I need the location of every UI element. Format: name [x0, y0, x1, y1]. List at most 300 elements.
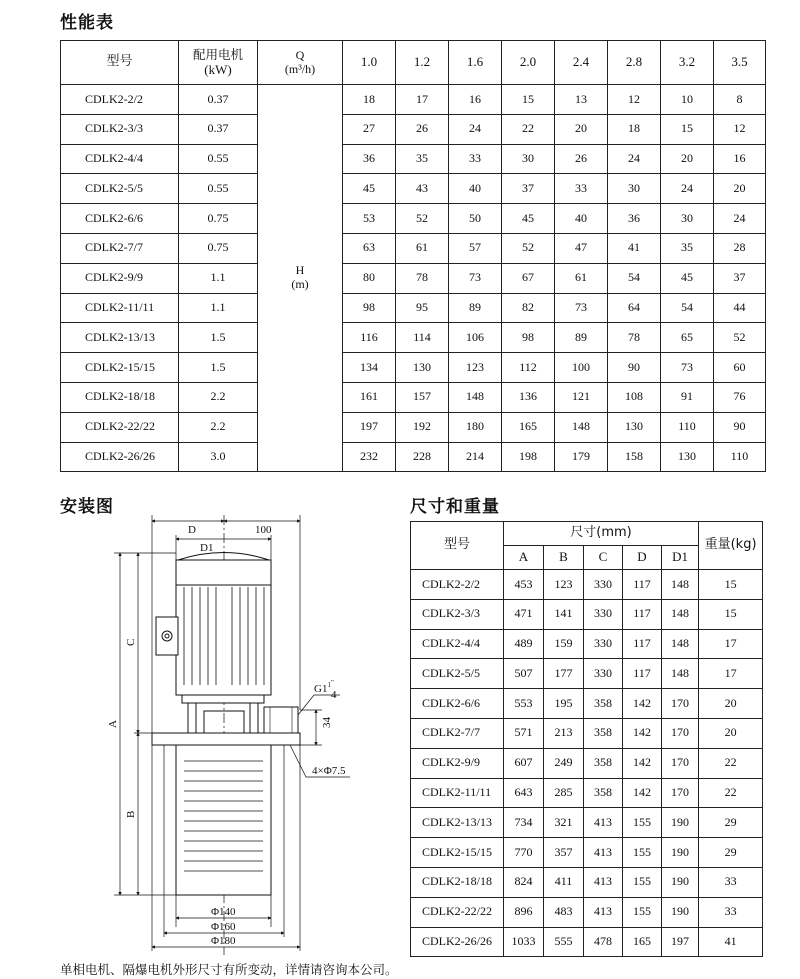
table-row	[411, 778, 763, 808]
perf-head-cell: 24	[661, 174, 714, 204]
perf-head-cell: 53	[343, 204, 396, 234]
perf-head-cell: 157	[396, 382, 449, 412]
performance-title: 性能表	[60, 13, 114, 33]
dims-value-cell: 190	[662, 808, 699, 838]
dims-model-cell: CDLK2-2/2	[411, 570, 504, 600]
terminal-box	[156, 617, 178, 655]
dims-value-cell: 117	[623, 599, 662, 629]
dims-model-cell: CDLK2-3/3	[411, 599, 504, 629]
dims-model-cell: CDLK2-6/6	[411, 689, 504, 719]
perf-head-cell: 73	[555, 293, 608, 323]
perf-head-cell: 95	[396, 293, 449, 323]
label-d1: D1	[200, 542, 214, 554]
perf-kw-cell: 2.2	[179, 412, 258, 442]
dims-weight-cell: 15	[699, 570, 763, 600]
outlet-port	[264, 707, 298, 733]
dims-value-cell: 483	[544, 897, 584, 927]
perf-head-cell: 24	[449, 114, 502, 144]
dims-value-cell: 117	[623, 570, 662, 600]
perf-head-cell: 40	[449, 174, 502, 204]
dims-model-cell: CDLK2-11/11	[411, 778, 504, 808]
perf-head-cell: 100	[555, 353, 608, 383]
table-row	[411, 927, 763, 957]
perf-head-cell: 26	[396, 114, 449, 144]
perf-head-cell: 106	[449, 323, 502, 353]
perf-head-cell: 57	[449, 233, 502, 263]
dims-value-cell: 358	[584, 748, 623, 778]
perf-head-cell: 24	[714, 204, 766, 234]
dims-value-cell: 155	[623, 897, 662, 927]
dims-value-cell: 249	[544, 748, 584, 778]
dims-weight-cell: 29	[699, 838, 763, 868]
dims-value-cell: 413	[584, 867, 623, 897]
dims-model-cell: CDLK2-15/15	[411, 838, 504, 868]
perf-head-cell: 61	[396, 233, 449, 263]
dims-value-cell: 148	[662, 629, 699, 659]
perf-head-cell: 28	[714, 233, 766, 263]
dims-header-col: D1	[662, 546, 699, 570]
perf-head-cell: 13	[555, 85, 608, 115]
dims-value-cell: 607	[504, 748, 544, 778]
footnote: 单相电机、隔爆电机外形尺寸有所变动，详情请咨询本公司。	[60, 962, 398, 977]
perf-h-label-line1: H	[295, 263, 305, 278]
perf-head-cell: 98	[343, 293, 396, 323]
pump-body	[176, 745, 271, 895]
dims-value-cell: 213	[544, 718, 584, 748]
table-row	[411, 599, 763, 629]
perf-head-cell: 54	[608, 263, 661, 293]
label-g-den: 4	[331, 689, 337, 701]
perf-head-cell: 63	[343, 233, 396, 263]
dims-value-cell: 155	[623, 808, 662, 838]
perf-head-cell: 45	[502, 204, 555, 234]
table-row	[411, 808, 763, 838]
dims-value-cell: 824	[504, 867, 544, 897]
dims-value-cell: 190	[662, 838, 699, 868]
label-d: D	[188, 524, 196, 536]
perf-header-q-line1: Q	[295, 47, 305, 62]
dims-weight-cell: 15	[699, 599, 763, 629]
perf-head-cell: 30	[608, 174, 661, 204]
perf-head-cell: 41	[608, 233, 661, 263]
perf-kw-cell: 0.37	[179, 114, 258, 144]
motor-flange	[182, 695, 264, 703]
perf-head-cell: 78	[608, 323, 661, 353]
label-c: C	[125, 638, 137, 646]
perf-head-cell: 26	[555, 144, 608, 174]
table-row	[411, 838, 763, 868]
dims-value-cell: 321	[544, 808, 584, 838]
performance-header-row	[61, 41, 766, 85]
table-row	[411, 897, 763, 927]
perf-header-flow: 2.4	[555, 41, 608, 85]
perf-head-cell: 52	[396, 204, 449, 234]
perf-head-cell: 80	[343, 263, 396, 293]
table-row	[61, 293, 766, 323]
perf-head-cell: 116	[343, 323, 396, 353]
perf-head-cell: 90	[608, 353, 661, 383]
perf-head-cell: 197	[343, 412, 396, 442]
label-phi180: Φ180	[211, 935, 236, 947]
table-row	[411, 659, 763, 689]
perf-head-cell: 91	[661, 382, 714, 412]
dims-weight-cell: 29	[699, 808, 763, 838]
dims-value-cell: 170	[662, 718, 699, 748]
dims-value-cell: 165	[623, 927, 662, 957]
dims-value-cell: 330	[584, 570, 623, 600]
label-34: 34	[321, 717, 333, 728]
perf-head-cell: 17	[396, 85, 449, 115]
perf-head-cell: 179	[555, 442, 608, 472]
dims-value-cell: 148	[662, 570, 699, 600]
perf-head-cell: 36	[343, 144, 396, 174]
perf-model-cell: CDLK2-11/11	[61, 293, 179, 323]
perf-head-cell: 165	[502, 412, 555, 442]
performance-table	[60, 40, 766, 472]
perf-head-cell: 18	[343, 85, 396, 115]
dims-value-cell: 507	[504, 659, 544, 689]
perf-head-cell: 134	[343, 353, 396, 383]
perf-header-flow: 1.2	[396, 41, 449, 85]
table-row	[61, 263, 766, 293]
dims-value-cell: 453	[504, 570, 544, 600]
dims-model-cell: CDLK2-4/4	[411, 629, 504, 659]
dims-value-cell: 330	[584, 659, 623, 689]
perf-model-cell: CDLK2-26/26	[61, 442, 179, 472]
perf-head-cell: 52	[714, 323, 766, 353]
label-g-main: G1	[314, 683, 328, 695]
dims-value-cell: 358	[584, 689, 623, 719]
dims-weight-cell: 22	[699, 778, 763, 808]
perf-head-cell: 20	[661, 144, 714, 174]
label-a: A	[107, 720, 119, 728]
dims-value-cell: 489	[504, 629, 544, 659]
perf-head-cell: 15	[661, 114, 714, 144]
dims-header-col: D	[623, 546, 662, 570]
label-holes: 4×Φ7.5	[312, 765, 346, 777]
perf-head-cell: 45	[661, 263, 714, 293]
perf-kw-cell: 0.75	[179, 204, 258, 234]
dimensions-table	[410, 521, 763, 957]
perf-head-cell: 228	[396, 442, 449, 472]
perf-header-flow: 3.2	[661, 41, 714, 85]
label-phi140: Φ140	[211, 906, 236, 918]
perf-head-cell: 76	[714, 382, 766, 412]
table-row	[411, 570, 763, 600]
dims-value-cell: 555	[544, 927, 584, 957]
dims-value-cell: 148	[662, 599, 699, 629]
perf-head-cell: 35	[396, 144, 449, 174]
perf-header-flow: 3.5	[714, 41, 766, 85]
perf-head-cell: 148	[449, 382, 502, 412]
dims-value-cell: 643	[504, 778, 544, 808]
perf-head-cell: 73	[449, 263, 502, 293]
table-row	[61, 233, 766, 263]
dims-value-cell: 142	[623, 748, 662, 778]
dims-model-cell: CDLK2-9/9	[411, 748, 504, 778]
dims-value-cell: 413	[584, 897, 623, 927]
perf-kw-cell: 0.37	[179, 85, 258, 115]
perf-head-cell: 89	[555, 323, 608, 353]
table-row	[411, 689, 763, 719]
perf-head-cell: 108	[608, 382, 661, 412]
perf-head-cell: 45	[343, 174, 396, 204]
label-b: B	[125, 810, 137, 818]
perf-head-cell: 37	[714, 263, 766, 293]
table-row	[411, 629, 763, 659]
perf-header-q	[258, 41, 343, 85]
dims-model-cell: CDLK2-5/5	[411, 659, 504, 689]
perf-head-cell: 158	[608, 442, 661, 472]
perf-head-cell: 121	[555, 382, 608, 412]
dims-value-cell: 142	[623, 689, 662, 719]
perf-head-cell: 35	[661, 233, 714, 263]
perf-head-cell: 130	[661, 442, 714, 472]
perf-head-cell: 148	[555, 412, 608, 442]
dims-value-cell: 896	[504, 897, 544, 927]
perf-head-cell: 130	[396, 353, 449, 383]
perf-head-cell: 33	[449, 144, 502, 174]
perf-head-cell: 130	[608, 412, 661, 442]
dims-value-cell: 159	[544, 629, 584, 659]
perf-head-cell: 43	[396, 174, 449, 204]
table-row	[61, 85, 766, 115]
dims-model-cell: CDLK2-7/7	[411, 718, 504, 748]
perf-model-cell: CDLK2-3/3	[61, 114, 179, 144]
dims-value-cell: 285	[544, 778, 584, 808]
table-row	[61, 353, 766, 383]
dims-value-cell: 413	[584, 838, 623, 868]
installation-title: 安装图	[60, 497, 114, 517]
dims-weight-cell: 33	[699, 867, 763, 897]
table-row	[61, 412, 766, 442]
dims-weight-cell: 33	[699, 897, 763, 927]
perf-kw-cell: 3.0	[179, 442, 258, 472]
perf-head-cell: 54	[661, 293, 714, 323]
perf-head-cell: 114	[396, 323, 449, 353]
dims-value-cell: 471	[504, 599, 544, 629]
perf-head-cell: 67	[502, 263, 555, 293]
dims-value-cell: 413	[584, 808, 623, 838]
dims-header-col: C	[584, 546, 623, 570]
perf-head-cell: 40	[555, 204, 608, 234]
perf-header-flow: 1.6	[449, 41, 502, 85]
perf-head-cell: 136	[502, 382, 555, 412]
dims-value-cell: 177	[544, 659, 584, 689]
dims-value-cell: 1033	[504, 927, 544, 957]
perf-head-cell: 110	[661, 412, 714, 442]
perf-model-cell: CDLK2-7/7	[61, 233, 179, 263]
perf-header-q-line2: (m³/h)	[284, 61, 316, 76]
dims-weight-cell: 20	[699, 689, 763, 719]
mounting-plate	[152, 733, 300, 745]
dims-weight-cell: 17	[699, 629, 763, 659]
perf-head-cell: 82	[502, 293, 555, 323]
perf-kw-cell: 1.1	[179, 293, 258, 323]
dims-value-cell: 117	[623, 629, 662, 659]
perf-head-cell: 16	[714, 144, 766, 174]
perf-kw-cell: 2.2	[179, 382, 258, 412]
perf-model-cell: CDLK2-22/22	[61, 412, 179, 442]
perf-model-cell: CDLK2-9/9	[61, 263, 179, 293]
perf-head-cell: 15	[502, 85, 555, 115]
perf-head-cell: 50	[449, 204, 502, 234]
dims-value-cell: 330	[584, 599, 623, 629]
table-row	[411, 867, 763, 897]
dims-value-cell: 170	[662, 689, 699, 719]
dims-value-cell: 478	[584, 927, 623, 957]
perf-head-cell: 65	[661, 323, 714, 353]
dims-model-cell: CDLK2-22/22	[411, 897, 504, 927]
perf-head-cell: 123	[449, 353, 502, 383]
label-g-num: 1	[327, 681, 331, 689]
perf-head-cell: 36	[608, 204, 661, 234]
dims-value-cell: 571	[504, 718, 544, 748]
perf-head-cell: 110	[714, 442, 766, 472]
perf-head-cell: 214	[449, 442, 502, 472]
perf-h-label	[258, 85, 343, 472]
perf-head-cell: 12	[608, 85, 661, 115]
dims-weight-cell: 41	[699, 927, 763, 957]
dims-value-cell: 142	[623, 718, 662, 748]
dims-weight-cell: 22	[699, 748, 763, 778]
dims-model-cell: CDLK2-18/18	[411, 867, 504, 897]
perf-head-cell: 24	[608, 144, 661, 174]
perf-head-cell: 73	[661, 353, 714, 383]
dims-value-cell: 155	[623, 867, 662, 897]
dims-value-cell: 117	[623, 659, 662, 689]
installation-drawing	[100, 515, 360, 960]
perf-h-label-line2: (m)	[291, 277, 309, 292]
dims-weight-cell: 20	[699, 718, 763, 748]
perf-model-cell: CDLK2-13/13	[61, 323, 179, 353]
perf-header-motor	[179, 41, 258, 85]
dims-value-cell: 411	[544, 867, 584, 897]
dimensions-title: 尺寸和重量	[410, 497, 500, 517]
label-100: 100	[255, 524, 272, 536]
dims-value-cell: 155	[623, 838, 662, 868]
label-g-mark: "	[330, 679, 334, 687]
table-row	[61, 114, 766, 144]
perf-head-cell: 52	[502, 233, 555, 263]
perf-head-cell: 30	[502, 144, 555, 174]
dims-value-cell: 170	[662, 778, 699, 808]
table-row	[61, 204, 766, 234]
perf-header-motor-line2: (kW)	[204, 61, 232, 77]
perf-model-cell: CDLK2-15/15	[61, 353, 179, 383]
perf-kw-cell: 1.5	[179, 323, 258, 353]
motor-cap	[178, 553, 269, 561]
perf-head-cell: 232	[343, 442, 396, 472]
dims-model-cell: CDLK2-13/13	[411, 808, 504, 838]
table-row	[61, 174, 766, 204]
perf-head-cell: 30	[661, 204, 714, 234]
perf-head-cell: 60	[714, 353, 766, 383]
table-row	[61, 382, 766, 412]
perf-model-cell: CDLK2-5/5	[61, 174, 179, 204]
motor-body	[176, 560, 271, 695]
perf-model-cell: CDLK2-2/2	[61, 85, 179, 115]
dims-header-col: A	[504, 546, 544, 570]
perf-head-cell: 89	[449, 293, 502, 323]
dims-value-cell: 358	[584, 778, 623, 808]
perf-head-cell: 8	[714, 85, 766, 115]
perf-head-cell: 22	[502, 114, 555, 144]
perf-head-cell: 37	[502, 174, 555, 204]
perf-head-cell: 20	[555, 114, 608, 144]
perf-head-cell: 112	[502, 353, 555, 383]
table-row	[61, 144, 766, 174]
perf-head-cell: 27	[343, 114, 396, 144]
dims-value-cell: 123	[544, 570, 584, 600]
perf-head-cell: 47	[555, 233, 608, 263]
perf-kw-cell: 0.55	[179, 174, 258, 204]
perf-head-cell: 61	[555, 263, 608, 293]
label-phi160: Φ160	[211, 921, 236, 933]
dims-value-cell: 357	[544, 838, 584, 868]
dims-value-cell: 330	[584, 629, 623, 659]
dims-value-cell: 358	[584, 718, 623, 748]
perf-head-cell: 198	[502, 442, 555, 472]
perf-kw-cell: 1.1	[179, 263, 258, 293]
perf-model-cell: CDLK2-4/4	[61, 144, 179, 174]
perf-header-flow: 2.8	[608, 41, 661, 85]
perf-head-cell: 20	[714, 174, 766, 204]
dims-value-cell: 734	[504, 808, 544, 838]
dims-value-cell: 770	[504, 838, 544, 868]
dims-header-size: 尺寸(mm)	[504, 522, 699, 546]
perf-head-cell: 180	[449, 412, 502, 442]
perf-kw-cell: 0.75	[179, 233, 258, 263]
perf-head-cell: 192	[396, 412, 449, 442]
perf-model-cell: CDLK2-6/6	[61, 204, 179, 234]
perf-head-cell: 78	[396, 263, 449, 293]
perf-head-cell: 98	[502, 323, 555, 353]
dims-weight-cell: 17	[699, 659, 763, 689]
dims-value-cell: 141	[544, 599, 584, 629]
perf-head-cell: 12	[714, 114, 766, 144]
dims-header-row-1	[411, 522, 763, 546]
perf-header-flow: 2.0	[502, 41, 555, 85]
perf-model-cell: CDLK2-18/18	[61, 382, 179, 412]
dims-header-col: B	[544, 546, 584, 570]
perf-head-cell: 44	[714, 293, 766, 323]
perf-header-model: 型号	[61, 41, 179, 85]
dims-model-cell: CDLK2-26/26	[411, 927, 504, 957]
dims-value-cell: 170	[662, 748, 699, 778]
dims-value-cell: 190	[662, 867, 699, 897]
perf-head-cell: 10	[661, 85, 714, 115]
dims-value-cell: 190	[662, 897, 699, 927]
dims-value-cell: 148	[662, 659, 699, 689]
dims-value-cell: 195	[544, 689, 584, 719]
perf-head-cell: 18	[608, 114, 661, 144]
perf-kw-cell: 1.5	[179, 353, 258, 383]
dims-header-model: 型号	[411, 522, 504, 570]
dims-value-cell: 197	[662, 927, 699, 957]
perf-header-flow: 1.0	[343, 41, 396, 85]
table-row	[61, 323, 766, 353]
table-row	[411, 718, 763, 748]
perf-head-cell: 16	[449, 85, 502, 115]
perf-head-cell: 33	[555, 174, 608, 204]
perf-head-cell: 161	[343, 382, 396, 412]
table-row	[61, 442, 766, 472]
dims-value-cell: 142	[623, 778, 662, 808]
perf-head-cell: 64	[608, 293, 661, 323]
dims-value-cell: 553	[504, 689, 544, 719]
perf-header-motor-line1: 配用电机	[192, 46, 243, 62]
